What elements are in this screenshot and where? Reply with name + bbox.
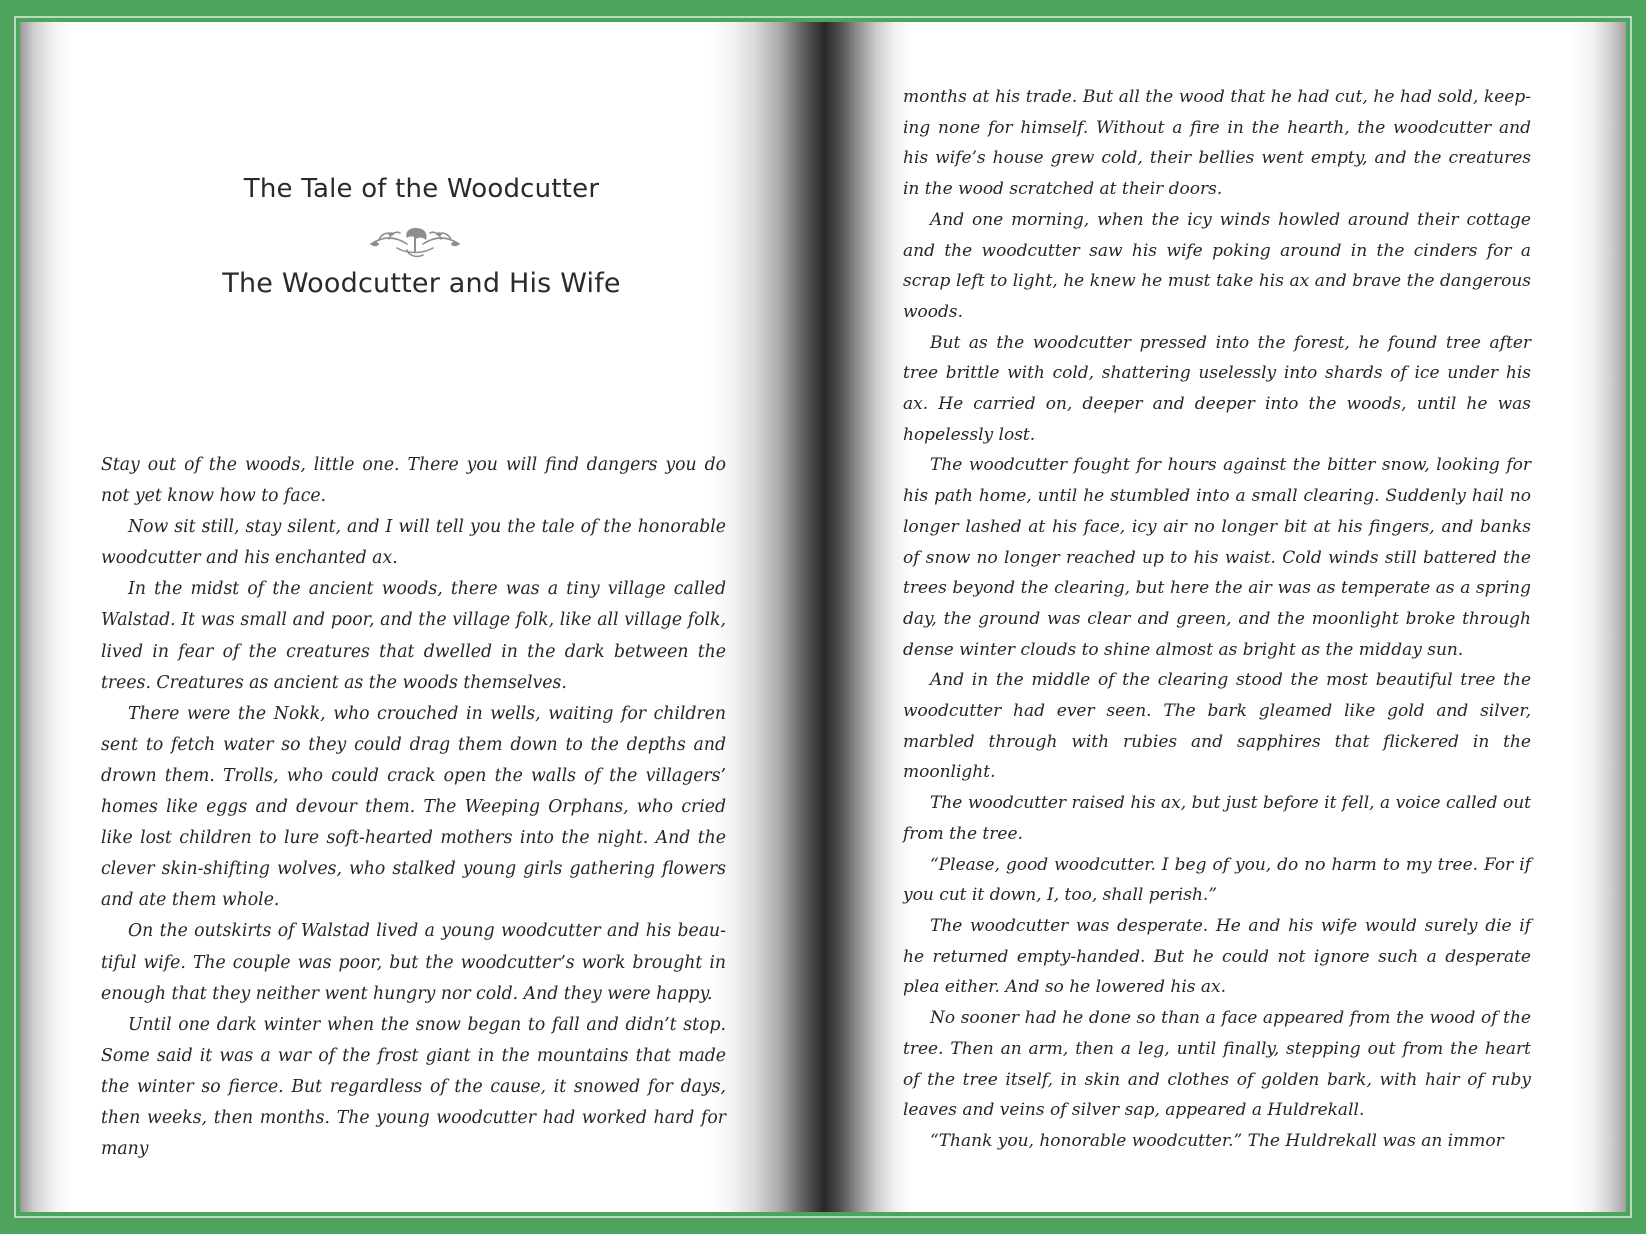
chapter-subtitle: The Woodcutter and His Wife [222,268,621,299]
paragraph: “Please, good woodcutter. I beg of you, do no harm to my tree. For if you cut it down, I, too, shall perish.” [903,854,1531,906]
paragraph: In the midst of the ancient woods, there was a tiny village called Walstad. It was small and poor, and the village folk, like all village folk, lived in fear of the creatures that dwelled in the dark between the trees. Creatures as ancient as the woods themselves. [101,579,726,693]
paragraph: “Thank you, honorable woodcutter.” The Huldrekall was an immor [930,1130,1504,1151]
left-page [20,22,823,1212]
paragraph: No sooner had he done so than a face appeared from the wood of the tree. Then an arm, then a leg, until finally, stepping out from the heart of the tree itself, in skin and clothes of golden bark, with hair of ruby leaves and veins of silver sap, appeared a Huldrekall. [903,1008,1531,1121]
paragraph: months at his trade. But all the wood that he had cut, he had sold, keeping none for himself. Without a fire in the hearth, the woodcutter and his wife’s house grew cold, their bellies went empty, and the creatures in the wood scratched at their doors. [903,87,1531,200]
right-page [823,22,1626,1212]
paragraph: Now sit still, stay silent, and I will tell you the tale of the honorable woodcutter and his enchanted ax. [101,517,726,569]
paragraph: On the outskirts of Walstad lived a young woodcutter and his beautiful wife. The couple was poor, but the woodcutter’s work brought in enough that they neither went hungry nor cold. And they were happy. [101,921,726,1004]
paragraph: But as the woodcutter pressed into the forest, he found tree after tree brittle with cold, shattering uselessly into shards of ice under his ax. He carried on, deeper and deeper into the woods, until he was hopelessly lost. [903,332,1531,445]
paragraph: The woodcutter raised his ax, but just before it fell, a voice called out from the tree. [903,793,1531,844]
paragraph: Until one dark winter when the snow began to fall and didn’t stop. Some said it was a war of the frost giant in the mountains that made the winter so fierce. But regardless of the cause, it snowed for days, then weeks, then months. The young woodcutter had worked hard for many [101,1014,726,1160]
paragraph: Stay out of the woods, little one. There you will find dangers you do not yet know how to face. [101,455,726,507]
paragraph: And in the middle of the clearing stood the most beautiful tree the woodcutter had ever seen. The bark gleamed like gold and silver, marbled through with rubies and sapphires that flickered in the moonlight. [903,670,1531,783]
axe-ornament-icon [367,222,463,262]
left-page-body [101,450,726,1165]
paragraph: And one morning, when the icy winds howled around their cottage and the woodcutter saw his wife poking around in the cinders for a scrap left to light, he knew he must take his ax and brave the dangerous woods. [903,209,1531,322]
paragraph: The woodcutter fought for hours against the bitter snow, looking for his path home, until he stumbled into a small clearing. Suddenly hail no longer lashed at his face, icy air no longer bit at his fingers, and banks of snow no longer reached up to his waist. Cold winds still battered the trees beyond the clearing, but here the air was as temperate as a spring day, the ground was clear and green, and the moonlight broke through dense winter clouds to shine almost as bright as the midday sun. [903,455,1531,660]
book-spread [20,22,1626,1212]
paragraph: The woodcutter was desperate. He and his wife would surely die if he returned empty-handed. But he could not ignore such a desperate plea either. And so he lowered his ax. [903,915,1531,998]
chapter-title: The Tale of the Woodcutter [243,174,600,204]
right-page-body [903,82,1531,1157]
paragraph: There were the Nokk, who crouched in wells, waiting for children sent to fetch water so they could drag them down to the depths and drown them. Trolls, who could crack open the walls of the villagers’ homes like eggs and devour them. The Weeping Orphans, who cried like lost children to lure soft-hearted mothers into the night. And the clever skin-shifting wolves, who stalked young girls gathering flowers and ate them whole. [101,703,726,911]
